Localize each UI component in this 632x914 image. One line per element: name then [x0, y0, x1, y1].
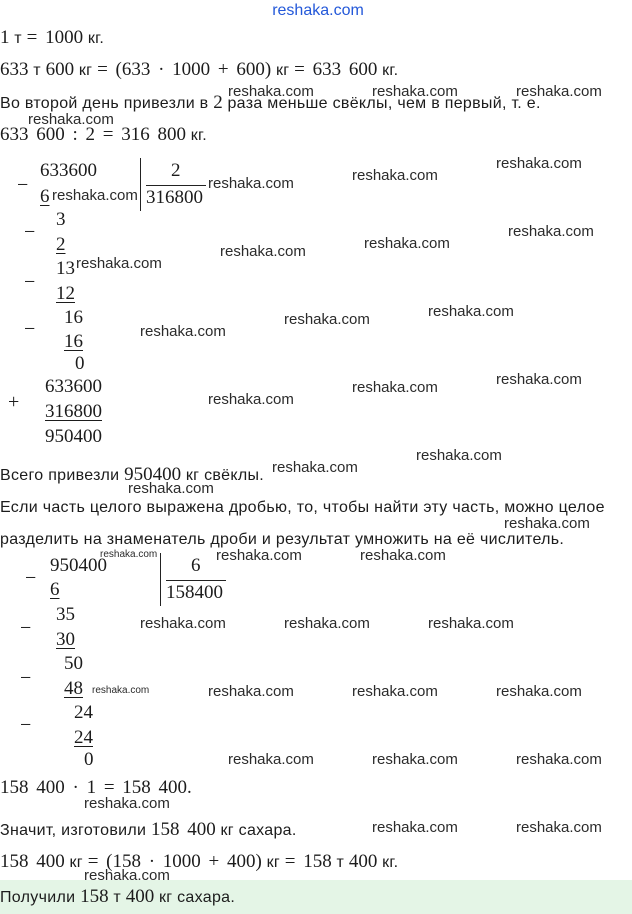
watermark: reshaka.com — [92, 685, 150, 696]
first-day-total-line — [0, 59, 398, 81]
answer-box — [0, 880, 632, 914]
watermark: reshaka.com — [228, 83, 314, 100]
text-fragment: кг свёклы. — [181, 467, 265, 484]
watermark: reshaka.com — [516, 83, 602, 100]
column-addition — [0, 370, 120, 450]
text-fragment: кг. — [83, 30, 105, 47]
text-fragment: кг — [64, 854, 88, 871]
watermark: reshaka.com — [208, 175, 294, 192]
watermark: reshaka.com — [372, 751, 458, 768]
watermark: reshaka.com — [284, 311, 370, 328]
watermark: reshaka.com — [140, 615, 226, 632]
watermark: reshaka.com — [272, 459, 358, 476]
watermark: reshaka.com — [496, 155, 582, 172]
watermark: reshaka.com — [504, 515, 590, 532]
watermark: reshaka.com — [364, 235, 450, 252]
minus-sign: − — [20, 617, 32, 639]
watermark: reshaka.com — [352, 167, 438, 184]
watermark: reshaka.com — [516, 751, 602, 768]
watermark: reshaka.com — [416, 447, 502, 464]
sum: 950400 — [45, 426, 102, 447]
math-expression: 600 — [45, 59, 75, 80]
subtrahend: 48 — [64, 678, 83, 699]
subtrahend: 6 — [40, 186, 50, 207]
subtrahend: 24 — [74, 727, 93, 748]
text-fragment: Во второй день привезли в — [0, 95, 214, 112]
quotient: 158400 — [166, 582, 223, 603]
text-fragment: кг. — [377, 854, 399, 871]
text-fragment: кг сахара. — [215, 822, 297, 839]
quotient-line — [146, 185, 206, 186]
dividend: 633600 — [40, 160, 97, 181]
text-fragment: Всего привезли — [0, 467, 125, 484]
watermark: reshaka.com — [428, 303, 514, 320]
text-fragment: Если часть целого выражена дробью, то, чтобы найти эту часть, можно целое — [0, 499, 605, 516]
text-fragment: т — [28, 62, 46, 79]
text-fragment: т — [108, 889, 126, 906]
subtrahend: 6 — [50, 579, 60, 600]
addend: 633600 — [45, 376, 102, 397]
watermark: reshaka.com — [428, 615, 514, 632]
answer-line — [0, 886, 235, 908]
math-expression: 400 — [348, 851, 378, 872]
math-expression: 1 — [0, 27, 10, 48]
math-expression: 400 — [125, 886, 155, 907]
math-expression: = 633 600 — [294, 59, 378, 80]
watermark: reshaka.com — [220, 243, 306, 260]
partial-remainder: 3 — [56, 209, 66, 230]
site-link[interactable]: reshaka.com — [272, 2, 364, 19]
sugar-result-line — [0, 819, 297, 841]
partial-remainder: 13 — [56, 258, 75, 279]
subtrahend: 16 — [64, 331, 83, 352]
math-expression: 158 400 · 1 = 158 400. — [0, 777, 192, 798]
minus-sign: − — [25, 567, 37, 589]
text-fragment: раза меньше свёклы, чем в первый, т. е. — [222, 95, 541, 112]
math-expression: 2 — [213, 92, 223, 113]
subtrahend: 2 — [56, 234, 66, 255]
math-expression: 633 — [0, 59, 29, 80]
watermark: reshaka.com — [208, 391, 294, 408]
addend: 316800 — [45, 401, 102, 422]
text-fragment: Получили — [0, 889, 81, 906]
minus-sign: − — [20, 667, 32, 689]
minus-sign: − — [20, 714, 32, 736]
watermark: reshaka.com — [496, 683, 582, 700]
watermark: reshaka.com — [352, 379, 438, 396]
watermark: reshaka.com — [84, 795, 170, 812]
partial-remainder: 50 — [64, 653, 83, 674]
watermark: reshaka.com — [76, 255, 162, 272]
long-division-2 — [0, 545, 235, 773]
divisor: 6 — [191, 555, 201, 576]
watermark: reshaka.com — [228, 751, 314, 768]
watermark: reshaka.com — [508, 223, 594, 240]
text-fragment: кг — [261, 854, 285, 871]
watermark: reshaka.com — [52, 187, 138, 204]
math-expression: 158 400 — [150, 819, 216, 840]
subtrahend: 12 — [56, 283, 75, 304]
math-expression: 633 600 : 2 = 316 800 — [0, 124, 186, 145]
dividend: 950400 — [50, 555, 107, 576]
divisor: 2 — [171, 160, 181, 181]
watermark: reshaka.com — [372, 83, 458, 100]
tons-to-kg-line — [0, 27, 104, 49]
final-remainder: 0 — [75, 353, 85, 374]
math-expression: 950400 — [124, 464, 182, 485]
subtrahend: 30 — [56, 629, 75, 650]
quotient-line — [166, 580, 226, 581]
math-expression: = (158 · 1000 + 400) — [87, 851, 262, 872]
watermark: reshaka.com — [28, 111, 114, 128]
math-expression: = (633 · 1000 + 600) — [97, 59, 272, 80]
minus-sign: − — [24, 271, 36, 293]
plus-sign: + — [8, 391, 20, 413]
text-fragment: т — [331, 854, 349, 871]
text-fragment: т — [9, 30, 27, 47]
quotient: 316800 — [146, 187, 203, 208]
watermark: reshaka.com — [352, 683, 438, 700]
text-fragment: кг — [271, 62, 295, 79]
minus-sign: − — [24, 221, 36, 243]
text-fragment: кг. — [377, 62, 399, 79]
division-bar — [140, 158, 141, 211]
watermark: reshaka.com — [284, 615, 370, 632]
math-expression: = 158 — [284, 851, 332, 872]
text-fragment: кг сахара. — [154, 889, 236, 906]
division-bar — [160, 553, 161, 606]
watermark: reshaka.com — [128, 480, 214, 497]
watermark: reshaka.com — [496, 371, 582, 388]
partial-remainder: 16 — [64, 307, 83, 328]
watermark: reshaka.com — [84, 867, 170, 884]
text-fragment: разделить на знаменатель дроби и результат умножить на её числитель. — [0, 531, 565, 548]
math-expression: 158 — [80, 886, 109, 907]
watermark: reshaka.com — [360, 547, 446, 564]
text-fragment: кг. — [186, 127, 207, 144]
minus-sign: − — [24, 318, 36, 340]
math-expression: 158 400 — [0, 851, 65, 872]
watermark: reshaka.com — [100, 549, 158, 560]
math-expression: = 1000 — [26, 27, 84, 48]
watermark: reshaka.com — [140, 323, 226, 340]
watermark: reshaka.com — [516, 819, 602, 836]
watermark: reshaka.com — [216, 547, 302, 564]
minus-sign: − — [17, 174, 29, 196]
text-fragment: Значит, изготовили — [0, 822, 151, 839]
final-remainder: 0 — [84, 749, 94, 770]
partial-remainder: 35 — [56, 604, 75, 625]
partial-remainder: 24 — [74, 702, 93, 723]
watermark: reshaka.com — [208, 683, 294, 700]
watermark: reshaka.com — [372, 819, 458, 836]
text-fragment: кг — [74, 62, 98, 79]
sugar-conversion-line — [0, 851, 398, 873]
